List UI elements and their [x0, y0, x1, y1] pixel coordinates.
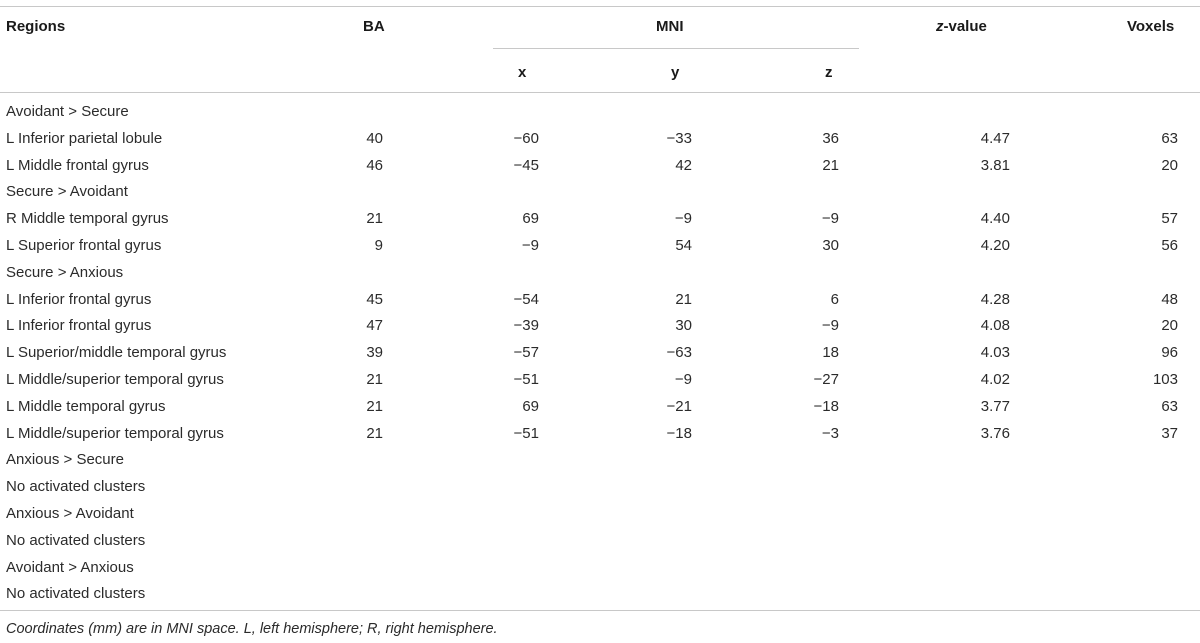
- header-x: x: [518, 64, 527, 81]
- row-y: 30: [675, 317, 692, 335]
- row-region: R Middle temporal gyrus: [6, 210, 169, 228]
- row-y: −18: [666, 424, 692, 442]
- row-z: 21: [822, 156, 839, 174]
- row-region: L Middle/superior temporal gyrus: [6, 424, 224, 442]
- row-voxels: 63: [1161, 129, 1178, 147]
- section-label: Secure > Anxious: [6, 263, 124, 281]
- row-ba: 21: [366, 210, 383, 228]
- row-zvalue: 4.40: [980, 210, 1010, 228]
- row-zvalue: 4.28: [980, 290, 1010, 308]
- row-voxels: 20: [1161, 156, 1178, 174]
- row-y: −21: [666, 397, 692, 415]
- row-x: 69: [522, 397, 539, 415]
- row-z: −18: [813, 397, 839, 415]
- header-z: z: [825, 64, 833, 81]
- row-zvalue: 3.81: [980, 156, 1010, 174]
- row-ba: 45: [366, 290, 383, 308]
- row-voxels: 56: [1161, 237, 1178, 254]
- row-z: 30: [822, 237, 839, 254]
- header-y: y: [671, 64, 680, 81]
- row-z: −27: [813, 371, 839, 388]
- row-x: −45: [513, 156, 539, 174]
- section-label: No activated clusters: [6, 531, 146, 549]
- header-zvalue-italic: z: [936, 18, 944, 35]
- row-ba: 46: [366, 156, 383, 174]
- row-region: L Inferior parietal lobule: [6, 129, 163, 147]
- row-region: L Superior/middle temporal gyrus: [6, 344, 227, 362]
- row-ba: 40: [366, 129, 383, 147]
- row-x: 69: [522, 210, 539, 228]
- section-label: Secure > Avoidant: [6, 183, 128, 201]
- row-voxels: 37: [1161, 424, 1178, 442]
- row-y: 21: [675, 290, 692, 308]
- row-z: 6: [830, 290, 839, 308]
- row-zvalue: 3.76: [980, 424, 1010, 442]
- row-voxels: 96: [1161, 344, 1178, 362]
- row-zvalue: 4.03: [980, 344, 1010, 362]
- row-ba: 9: [374, 237, 383, 254]
- section-label: Anxious > Secure: [6, 451, 124, 469]
- row-voxels: 57: [1161, 210, 1178, 228]
- section-label: Avoidant > Anxious: [6, 558, 134, 576]
- row-y: 42: [675, 156, 692, 174]
- row-zvalue: 4.02: [980, 371, 1010, 388]
- row-zvalue: 4.08: [980, 317, 1010, 335]
- section-label: No activated clusters: [6, 478, 146, 496]
- row-region: L Inferior frontal gyrus: [6, 290, 152, 308]
- section-label: No activated clusters: [6, 585, 146, 603]
- header-mni: MNI: [656, 18, 684, 35]
- row-voxels: 63: [1161, 397, 1178, 415]
- row-ba: 21: [366, 397, 383, 415]
- header-ba: BA: [363, 18, 385, 35]
- row-ba: 21: [366, 371, 383, 388]
- row-region: L Middle temporal gyrus: [6, 397, 166, 415]
- row-z: 36: [822, 129, 839, 147]
- row-ba: 21: [366, 424, 383, 442]
- row-voxels: 103: [1152, 371, 1178, 388]
- row-z: −9: [821, 317, 839, 335]
- row-x: −54: [513, 290, 539, 308]
- row-region: L Superior frontal gyrus: [6, 237, 162, 254]
- row-voxels: 48: [1161, 290, 1178, 308]
- row-y: −9: [674, 371, 692, 388]
- row-region: L Inferior frontal gyrus: [6, 317, 152, 335]
- row-y: 54: [675, 237, 692, 254]
- row-x: −51: [513, 371, 539, 388]
- row-z: 18: [822, 344, 839, 362]
- row-region: L Middle frontal gyrus: [6, 156, 149, 174]
- row-y: −63: [666, 344, 692, 362]
- section-label: Anxious > Avoidant: [6, 505, 134, 522]
- row-z: −3: [821, 424, 839, 442]
- row-zvalue: 4.20: [980, 237, 1010, 254]
- header-voxels: Voxels: [1127, 18, 1175, 35]
- table-bottom-rule: [0, 610, 1200, 611]
- row-x: −9: [521, 237, 539, 254]
- row-x: −51: [513, 424, 539, 442]
- header-regions: Regions: [6, 18, 66, 35]
- row-x: −39: [513, 317, 539, 335]
- header-zvalue-rest: -value: [943, 18, 987, 35]
- row-y: −9: [674, 210, 692, 228]
- row-ba: 39: [366, 344, 383, 362]
- row-ba: 47: [366, 317, 383, 335]
- row-voxels: 20: [1161, 317, 1178, 335]
- row-zvalue: 3.77: [980, 397, 1010, 415]
- row-z: −9: [821, 210, 839, 228]
- row-y: −33: [666, 129, 692, 147]
- section-label: Avoidant > Secure: [6, 103, 129, 120]
- table-footnote: Coordinates (mm) are in MNI space. L, left hemisphere; R, right hemisphere.: [6, 621, 498, 637]
- row-zvalue: 4.47: [980, 129, 1010, 147]
- row-region: L Middle/superior temporal gyrus: [6, 371, 224, 388]
- row-x: −57: [513, 344, 539, 362]
- row-x: −60: [513, 129, 539, 147]
